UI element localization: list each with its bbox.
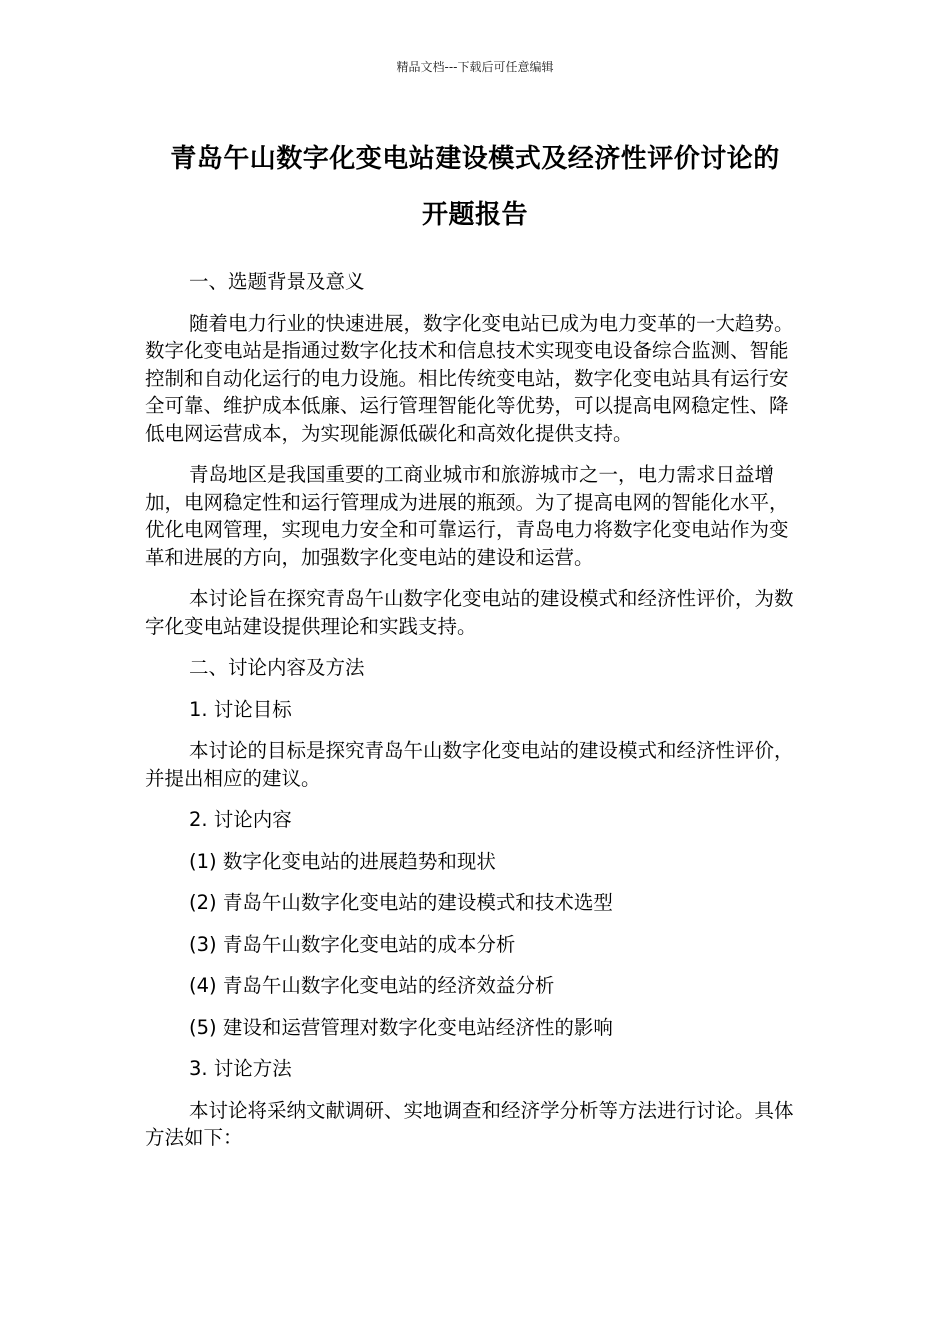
subsection-heading: 1. 讨论目标 [189, 697, 292, 721]
paragraph: 本讨论旨在探究青岛午山数字化变电站的建设模式和经济性评价，为数字化变电站建设提供理论和实践支持。 [145, 587, 794, 638]
list-item: (5) 建设和运营管理对数字化变电站经济性的影响 [189, 1015, 613, 1039]
paragraph: 青岛地区是我国重要的工商业城市和旅游城市之一，电力需求日益增加，电网稳定性和运行管理成为进展的瓶颈。为了提高电网的智能化水平，优化电网管理，实现电力安全和可靠运行，青岛电力将数字化变电站作为变革和进展的方向，加强数字化变电站的建设和运营。 [145, 463, 789, 569]
section-heading: 一、选题背景及意义 [189, 270, 365, 293]
document-title-line-1: 青岛午山数字化变电站建设模式及经济性评价讨论的 [170, 144, 780, 174]
document-body [145, 268, 795, 1166]
list-item: (3) 青岛午山数字化变电站的成本分析 [189, 932, 516, 956]
paragraph: 随着电力行业的快速进展，数字化变电站已成为电力变革的一大趋势。数字化变电站是指通过数字化技术和信息技术实现变电设备综合监测、智能控制和自动化运行的电力设施。相比传统变电站，数字化变电站具有运行安全可靠、维护成本低廉、运行管理智能化等优势，可以提高电网稳定性、降低电网运营成本，为实现能源低碳化和高效化提供支持。 [145, 311, 794, 445]
paragraph: 本讨论将采纳文献调研、实地调查和经济学分析等方法进行讨论。具体方法如下： [145, 1098, 794, 1149]
list-item: (4) 青岛午山数字化变电站的经济效益分析 [189, 974, 555, 997]
header-note: 精品文档---下载后可任意编辑 [396, 60, 554, 74]
document-title-line-2: 开题报告 [421, 200, 528, 230]
section-heading: 二、讨论内容及方法 [189, 656, 365, 679]
subsection-heading: 2. 讨论内容 [189, 808, 292, 831]
list-item: (1) 数字化变电站的进展趋势和现状 [189, 849, 496, 873]
list-item: (2) 青岛午山数字化变电站的建设模式和技术选型 [189, 891, 613, 914]
subsection-heading: 3. 讨论方法 [189, 1057, 292, 1080]
paragraph: 本讨论的目标是探究青岛午山数字化变电站的建设模式和经济性评价，并提出相应的建议。 [145, 739, 794, 790]
